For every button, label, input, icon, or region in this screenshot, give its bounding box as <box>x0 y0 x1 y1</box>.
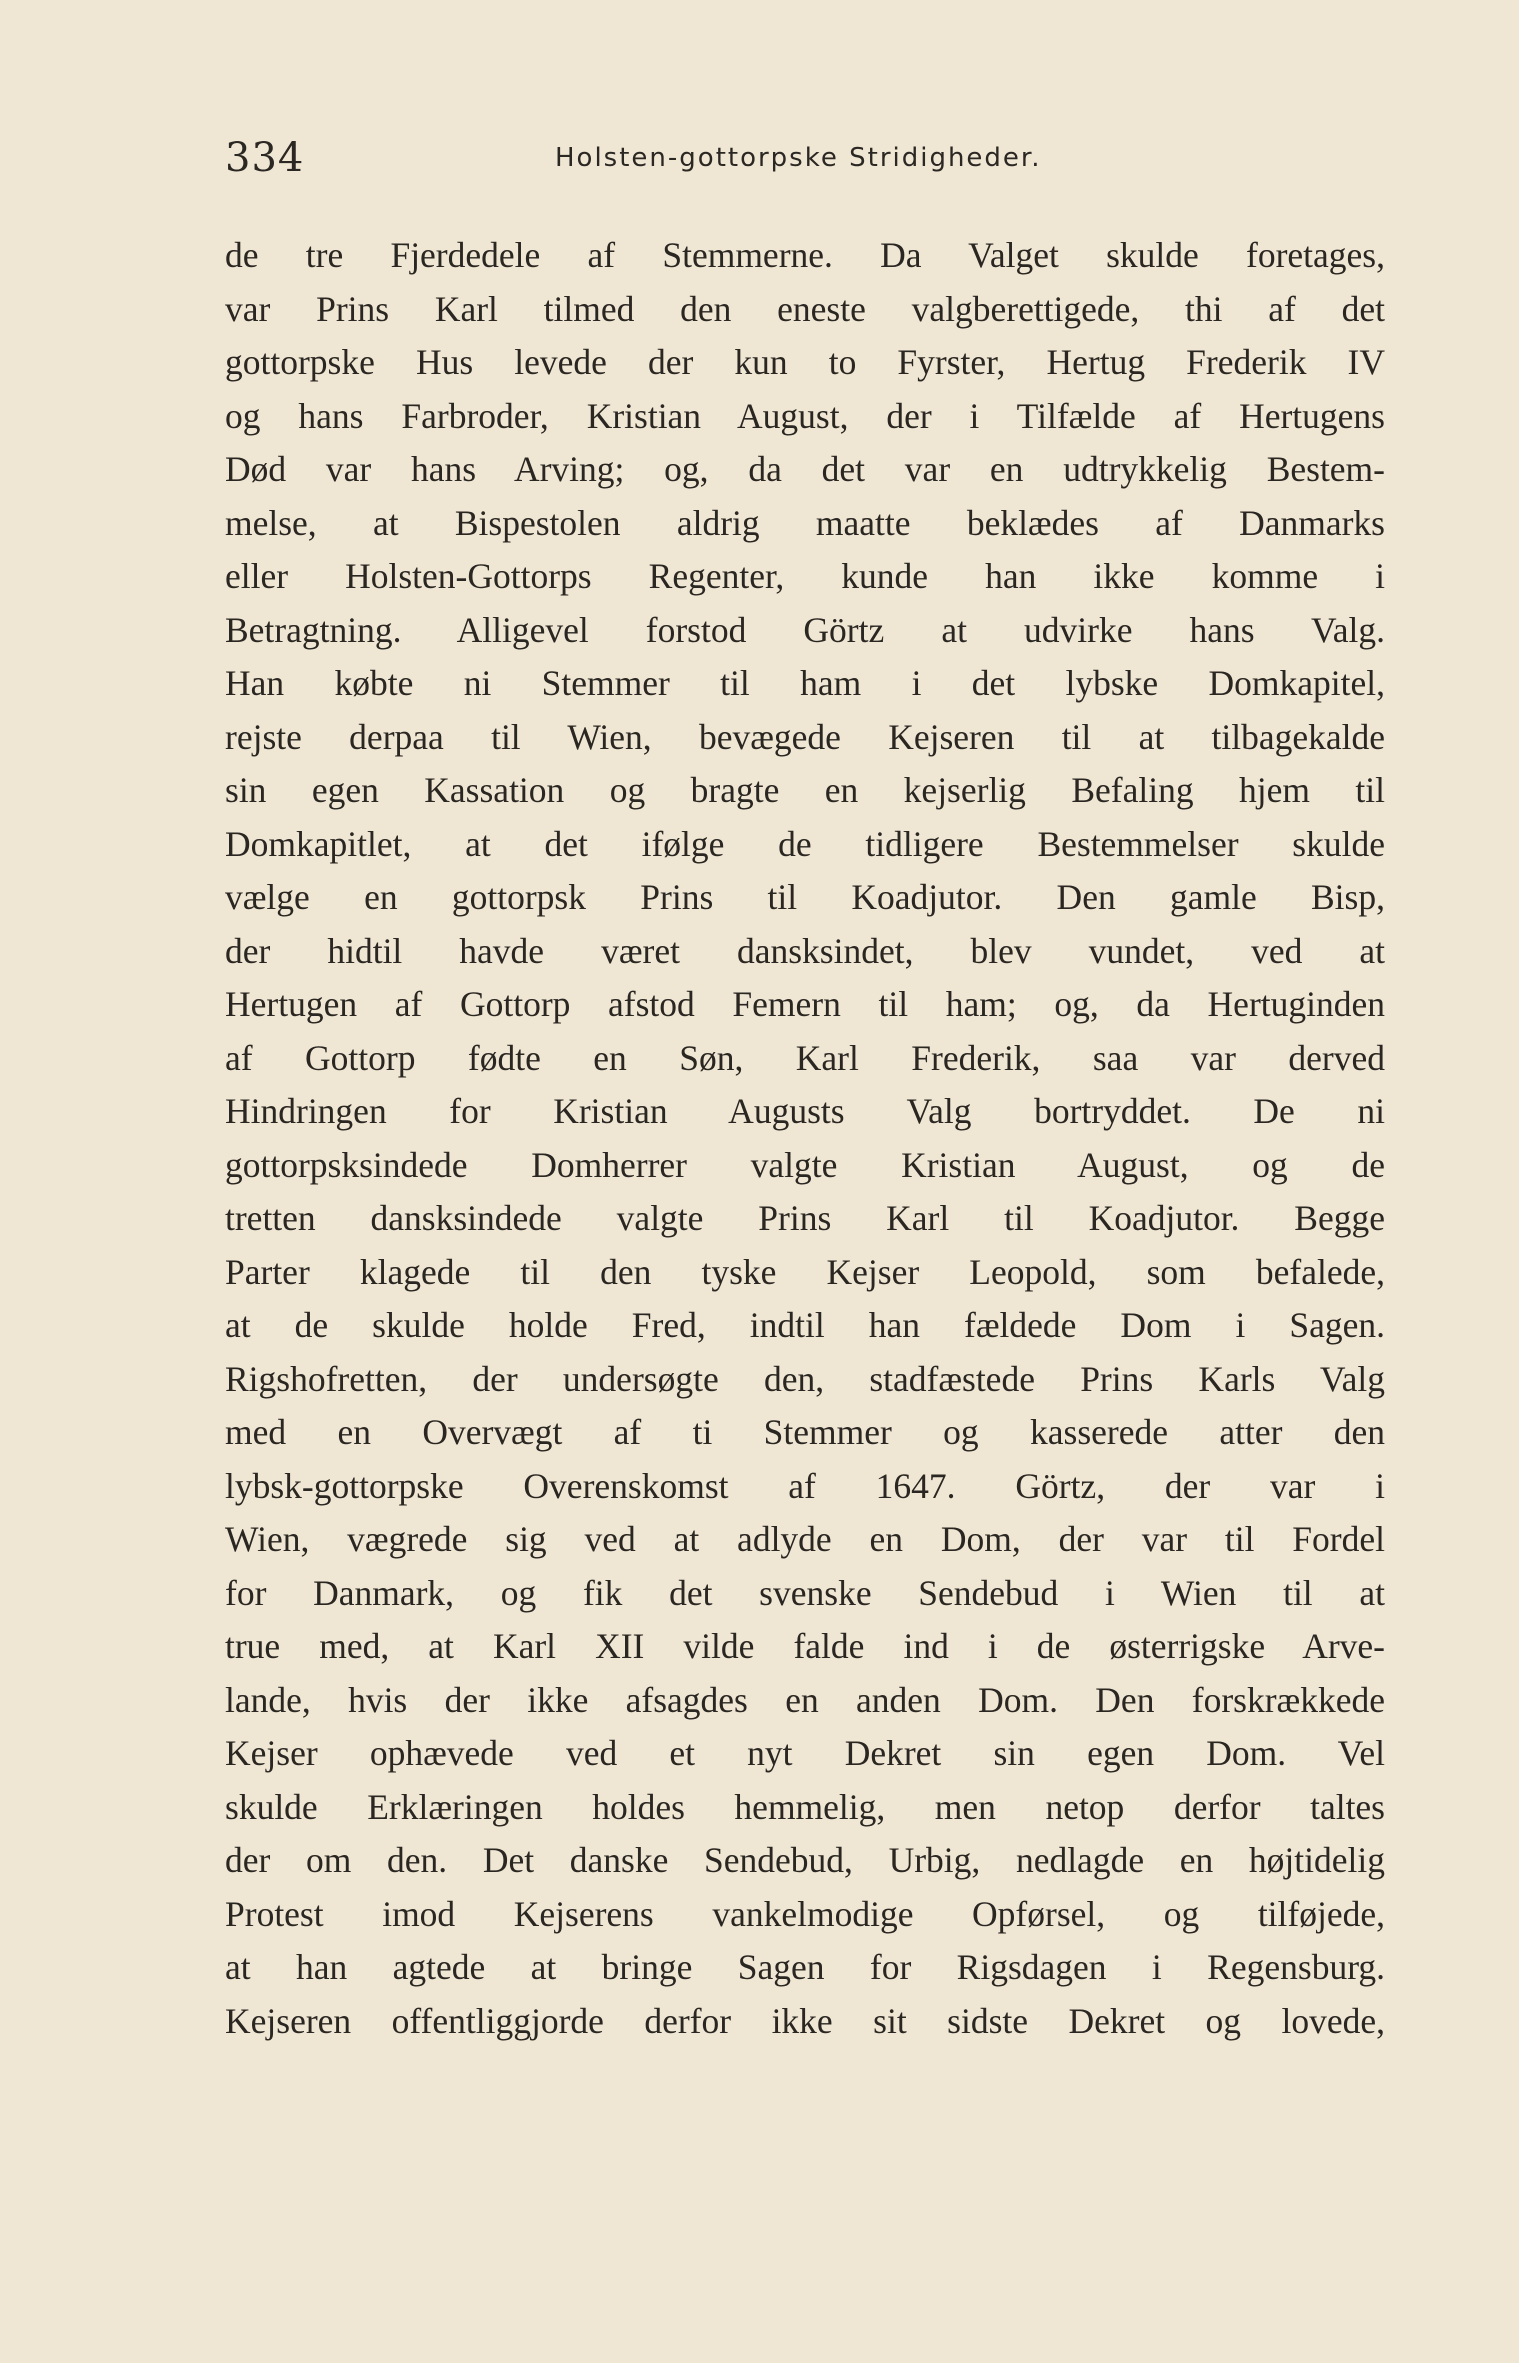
text-line: true med, at Karl XII vilde falde ind i de østerrigske Arve- <box>225 1626 1385 1666</box>
text-line: vælge en gottorpsk Prins til Koadjutor. Den gamle Bisp, <box>225 877 1385 917</box>
text-line: tretten dansksindede valgte Prins Karl til Koadjutor. Begge <box>225 1198 1385 1238</box>
text-line: Protest imod Kejserens vankelmodige Opførsel, og tilføjede, <box>225 1893 1385 1934</box>
text-line: der hidtil havde været dansksindet, blev vundet, ved at <box>225 930 1385 971</box>
text-line: af Gottorp fødte en Søn, Karl Frederik, saa var derved <box>225 1037 1385 1078</box>
text-line: lande, hvis der ikke afsagdes en anden Dom. Den forskrækkede <box>225 1679 1385 1720</box>
text-line: eller Holsten-Gottorps Regenter, kunde han ikke komme i <box>225 556 1385 596</box>
text-line: Hindringen for Kristian Augusts Valg bortryddet. De ni <box>225 1091 1385 1131</box>
text-line: Kejser ophævede ved et nyt Dekret sin egen Dom. Vel <box>225 1733 1385 1773</box>
text-line: Betragtning. Alligevel forstod Görtz at udvirke hans Valg. <box>225 609 1385 650</box>
text-line: var Prins Karl tilmed den eneste valgberettigede, thi af det <box>225 288 1385 329</box>
text-line: Domkapitlet, at det ifølge de tidligere Bestemmelser skulde <box>225 823 1385 864</box>
text-line: Hertugen af Gottorp afstod Femern til ham; og, da Hertuginden <box>225 984 1385 1024</box>
text-line: Død var hans Arving; og, da det var en udtrykkelig Bestem- <box>225 449 1385 489</box>
text-line: at de skulde holde Fred, indtil han fældede Dom i Sagen. <box>225 1305 1385 1345</box>
text-line: skulde Erklæringen holdes hemmelig, men netop derfor taltes <box>225 1786 1385 1827</box>
text-line: melse, at Bispestolen aldrig maatte beklædes af Danmarks <box>225 502 1385 543</box>
text-line: Wien, vægrede sig ved at adlyde en Dom, der var til Fordel <box>225 1519 1385 1559</box>
page-header <box>225 135 1385 195</box>
text-line: Parter klagede til den tyske Kejser Leopold, som befalede, <box>225 1251 1385 1292</box>
text-line: Rigshofretten, der undersøgte den, stadfæstede Prins Karls Valg <box>225 1358 1385 1399</box>
text-line: de tre Fjerdedele af Stemmerne. Da Valget skulde foretages, <box>225 235 1385 275</box>
text-line: rejste derpaa til Wien, bevægede Kejseren til at tilbagekalde <box>225 716 1385 757</box>
running-title: Holsten-gottorpske Stridigheder. <box>555 143 1042 173</box>
text-line: gottorpsksindede Domherrer valgte Kristian August, og de <box>225 1144 1385 1185</box>
text-line: for Danmark, og fik det svenske Sendebud i Wien til at <box>225 1572 1385 1613</box>
body-text <box>225 229 1385 2048</box>
text-line: sin egen Kassation og bragte en kejserlig Befaling hjem til <box>225 770 1385 810</box>
text-line: gottorpske Hus levede der kun to Fyrster, Hertug Frederik IV <box>225 342 1385 382</box>
text-line: at han agtede at bringe Sagen for Rigsdagen i Regensburg. <box>225 1947 1385 1987</box>
page-number: 334 <box>225 135 305 181</box>
text-line: lybsk-gottorpske Overenskomst af 1647. Görtz, der var i <box>225 1465 1385 1506</box>
text-line: med en Overvægt af ti Stemmer og kasserede atter den <box>225 1412 1385 1452</box>
text-line: Kejseren offentliggjorde derfor ikke sit sidste Dekret og lovede, <box>225 2000 1385 2041</box>
text-line: og hans Farbroder, Kristian August, der i Tilfælde af Hertugens <box>225 395 1385 436</box>
text-line: Han købte ni Stemmer til ham i det lybske Domkapitel, <box>225 663 1385 703</box>
text-line: der om den. Det danske Sendebud, Urbig, nedlagde en højtidelig <box>225 1840 1385 1880</box>
